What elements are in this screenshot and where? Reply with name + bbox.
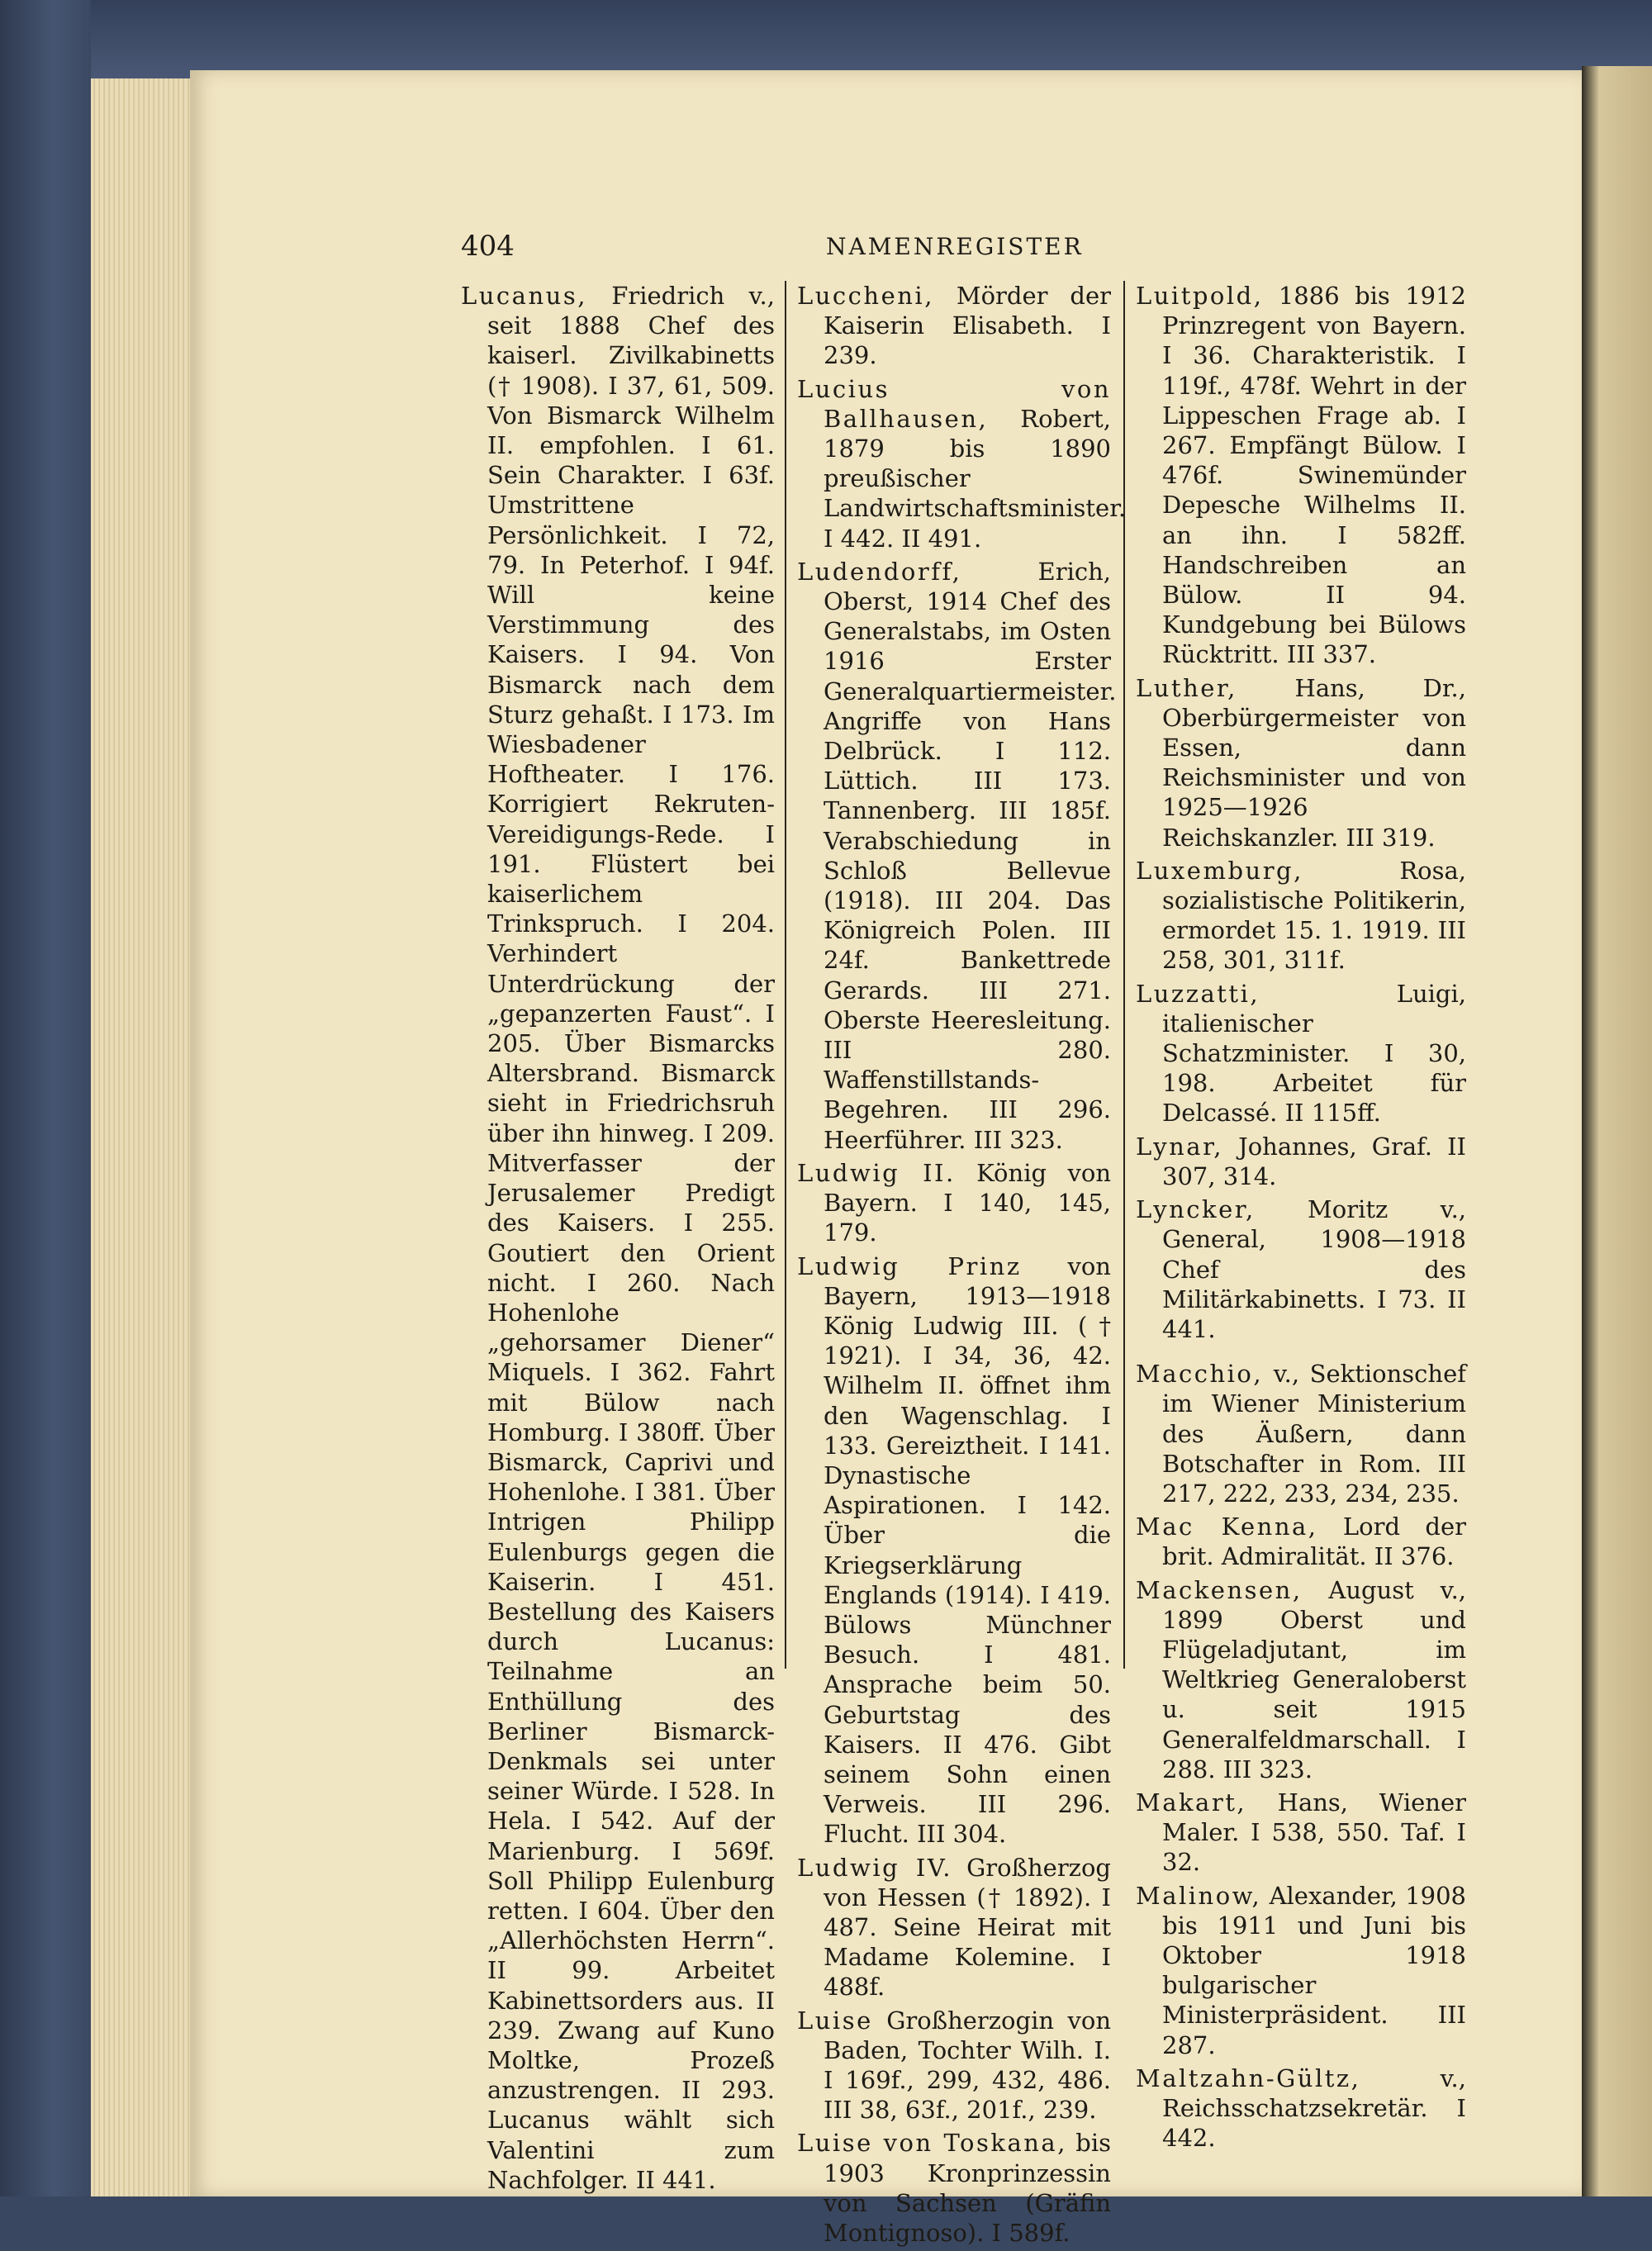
index-entry [1136,281,1466,670]
index-entry [1136,673,1466,852]
index-entry [461,281,775,2195]
entry-name: Ludwig Prinz [797,1251,1022,1280]
entry-name: Mac Kenna, [1136,1513,1318,1541]
index-entry [1136,1132,1466,1191]
index-entry [1136,856,1466,976]
entry-name: Makart, [1136,1788,1247,1816]
entry-text: Johannes, Graf. II 307, 314. [1162,1132,1466,1190]
entry-text: Hans, Wiener Maler. I 538, 550. Taf. I 32. [1162,1788,1467,1877]
index-entry [797,1853,1111,2002]
entry-text: Luigi, italienischer Schatzminister. I 30, 198. Arbeitet für Delcassé. II 115ff. [1162,979,1466,1128]
entry-name: Maltzahn-Gültz, [1136,2063,1361,2092]
entry-text: König von Bayern. I 140, 145, 179. [824,1158,1111,1247]
index-entry [1136,1881,1466,2060]
entry-text: Rosa, sozialistische Politikerin, ermordet 15. 1. 1919. III 258, 301, 311f. [1162,856,1466,975]
index-entry [1136,2063,1466,2154]
index-column-3 [1136,281,1466,2156]
index-entry [1136,1512,1466,1571]
column-rule [1123,281,1125,1669]
entry-text: von Bayern, 1913—1918 König Ludwig III. († 1921). I 34, 36, 42. Wilhelm II. öffnet ihm den Wagenschlag. I 133. Gereiztheit. I 141. Dynastische Aspirationen. I 142. Über die Kriegserklärung Englands (1914). I 419. Bülows Münchner Besuch. I 481. Ansprache beim 50. Geburtstag des Kaisers. II 476. Gibt seinem Sohn einen Verweis. III 296. Flucht. III 304. [824,1251,1111,1849]
index-entry [797,2006,1111,2125]
index-entry [797,1251,1111,1850]
column-rule [785,281,786,1669]
entry-name: Luccheni, [797,282,934,310]
entry-name: Lucanus, [461,282,587,310]
facing-page-edge [1582,66,1652,2196]
entry-text: Mörder der Kaiserin Elisabeth. I 239. [824,282,1111,370]
index-column-2 [797,281,1127,2251]
index-entry [1136,1359,1466,1508]
entry-text: Friedrich v., seit 1888 Chef des kaiserl. Zivilkabinetts († 1908). I 37, 61, 509. Von Bismarck Wilhelm II. empfohlen. I 61. Sein Charakter. I 63f. Umstrittene Persönlichkeit. I 72, 79. In Peterhof. I 94f. Will keine Verstimmung des Kaisers. I 94. Von Bismarck nach dem Sturz gehaßt. I 173. Im Wiesbadener Hoftheater. I 176. Korrigiert Rekruten-Vereidigungs-Rede. I 191. Flüstert bei kaiserlichem Trinkspruch. I 204. Verhindert Unterdrückung der „gepanzerten Faust“. I 205. Über Bismarcks Altersbrand. Bismarck sieht in Friedrichsruh über ihn hinweg. I 209. Mitverfasser der Jerusalemer Predigt des Kaisers. I 255. Goutiert den Orient nicht. I 260. Nach Hohenlohe „gehorsamer Diener“ Miquels. I 362. Fahrt mit Bülow nach Homburg. I 380ff. Über Bismarck, Caprivi und Hohenlohe. I 381. Über Intrigen Philipp Eulenburgs gegen die Kaiserin. I 451. Bestellung des Kaisers durch Lucanus: Teilnahme an Enthüllung des Berliner Bismarck-Denkmals sei unter seiner Würde. I 528. In Hela. I 542. Auf der Marienburg. I 569f. Soll Philipp Eulenburg retten. I 604. Über den „Allerhöchsten Herrn“. II 99. Arbeitet Kabinettsorders aus. II 239. Zwang auf Kuno Moltke, Prozeß anzustrengen. II 293. Lucanus wählt sich Valentini zum Nachfolger. II 441. [487,282,775,2194]
entry-text: Moritz v., General, 1908—1918 Chef des Militärkabinetts. I 73. II 441. [1162,1195,1467,1343]
running-title: NAMENREGISTER [826,233,1084,260]
index-entry [1136,1575,1466,1784]
entry-name: Lucius von Ballhausen, [797,374,1111,433]
entry-text: Alexander, 1908 bis 1911 und Juni bis Oktober 1918 bulgarischer Ministerpräsident. III 287. [1162,1881,1466,2059]
entry-text: Hans, Dr., Oberbürgermeister von Essen, dann Reichsminister und von 1925—1926 Reichskanzler. III 319. [1162,673,1466,852]
entry-name: Ludwig II. [797,1158,956,1187]
entry-text: Lord der brit. Admiralität. II 376. [1162,1513,1466,1571]
entry-name: Lyncker, [1136,1195,1256,1224]
index-entry [1136,979,1466,1128]
index-column-1 [461,281,775,2198]
entry-name: Mackensen, [1136,1575,1303,1604]
entry-name: Luzzatti, [1136,979,1260,1008]
index-entry [797,374,1127,553]
page-number: 404 [461,230,515,263]
entry-name: Luise [797,2006,873,2035]
entry-text: Großherzogin von Baden, Tochter Wilh. I. I 169f., 299, 432, 486. III 38, 63f., 201f., 239. [824,2006,1111,2125]
index-entry [797,1158,1111,1248]
entry-text: Robert, 1879 bis 1890 preußischer Landwirtschaftsminister. I 442. II 491. [824,404,1127,553]
entry-text: 1886 bis 1912 Prinzregent von Bayern. I 36. Charakteristik. I 119f., 478f. Wehrt in der Lippeschen Frage ab. I 267. Empfängt Bülow. I 476f. Swinemünder Depesche Wilhelms II. an ihn. I 582ff. Handschreiben an Bülow. II 94. Kundgebung bei Bülows Rücktritt. III 337. [1162,282,1466,669]
entry-text: Erich, Oberst, 1914 Chef des Generalstabs, im Osten 1916 Erster Generalquartiermeister. Angriffe von Hans Delbrück. I 112. Lüttich. III 173. Tannenberg. III 185f. Verabschiedung in Schloß Bellevue (1918). III 204. Das Königreich Polen. III 24f. Bankettrede Gerards. III 271. Oberste Heeresleitung. III 280. Waffenstillstands-Begehren. III 296. Heerführer. III 323. [824,557,1117,1154]
book-spine [0,0,91,2196]
book-cover-top [0,0,1652,78]
entry-name: Luitpold, [1136,282,1264,310]
entry-text: bis 1903 Kronprinzessin von Sachsen (Gräfin Montignoso). I 589f. [824,2129,1111,2247]
index-entry [797,557,1117,1155]
index-entry [797,281,1111,371]
entry-name: Ludendorff, [797,557,962,586]
entry-text: v., Reichsschatzsekretär. I 442. [1162,2063,1466,2153]
entry-name: Luther, [1136,673,1237,702]
entry-name: Luxemburg, [1136,856,1303,885]
index-entry [797,2128,1111,2248]
index-entry [1136,1788,1466,1878]
entry-name: Malinow, [1136,1881,1262,1910]
entry-name: Macchio, [1136,1360,1264,1389]
entry-name: Ludwig IV. [797,1853,952,1882]
entry-text: v., Sektionschef im Wiener Ministerium des Äußern, dann Botschafter in Rom. III 217, 222, 233, 234, 235. [1162,1360,1466,1508]
entry-text: August v., 1899 Oberst und Flügeladjutant, im Weltkrieg Generaloberst u. seit 1915 Generalfeldmarschall. I 288. III 323. [1162,1575,1467,1783]
entry-name: Luise von Toskana, [797,2129,1067,2158]
index-entry [1136,1194,1466,1344]
page-header [0,230,1652,271]
entry-text: Großherzog von Hessen († 1892). I 487. Seine Heirat mit Madame Kolemine. I 488f. [824,1853,1111,2002]
entry-name: Lynar, [1136,1132,1223,1161]
